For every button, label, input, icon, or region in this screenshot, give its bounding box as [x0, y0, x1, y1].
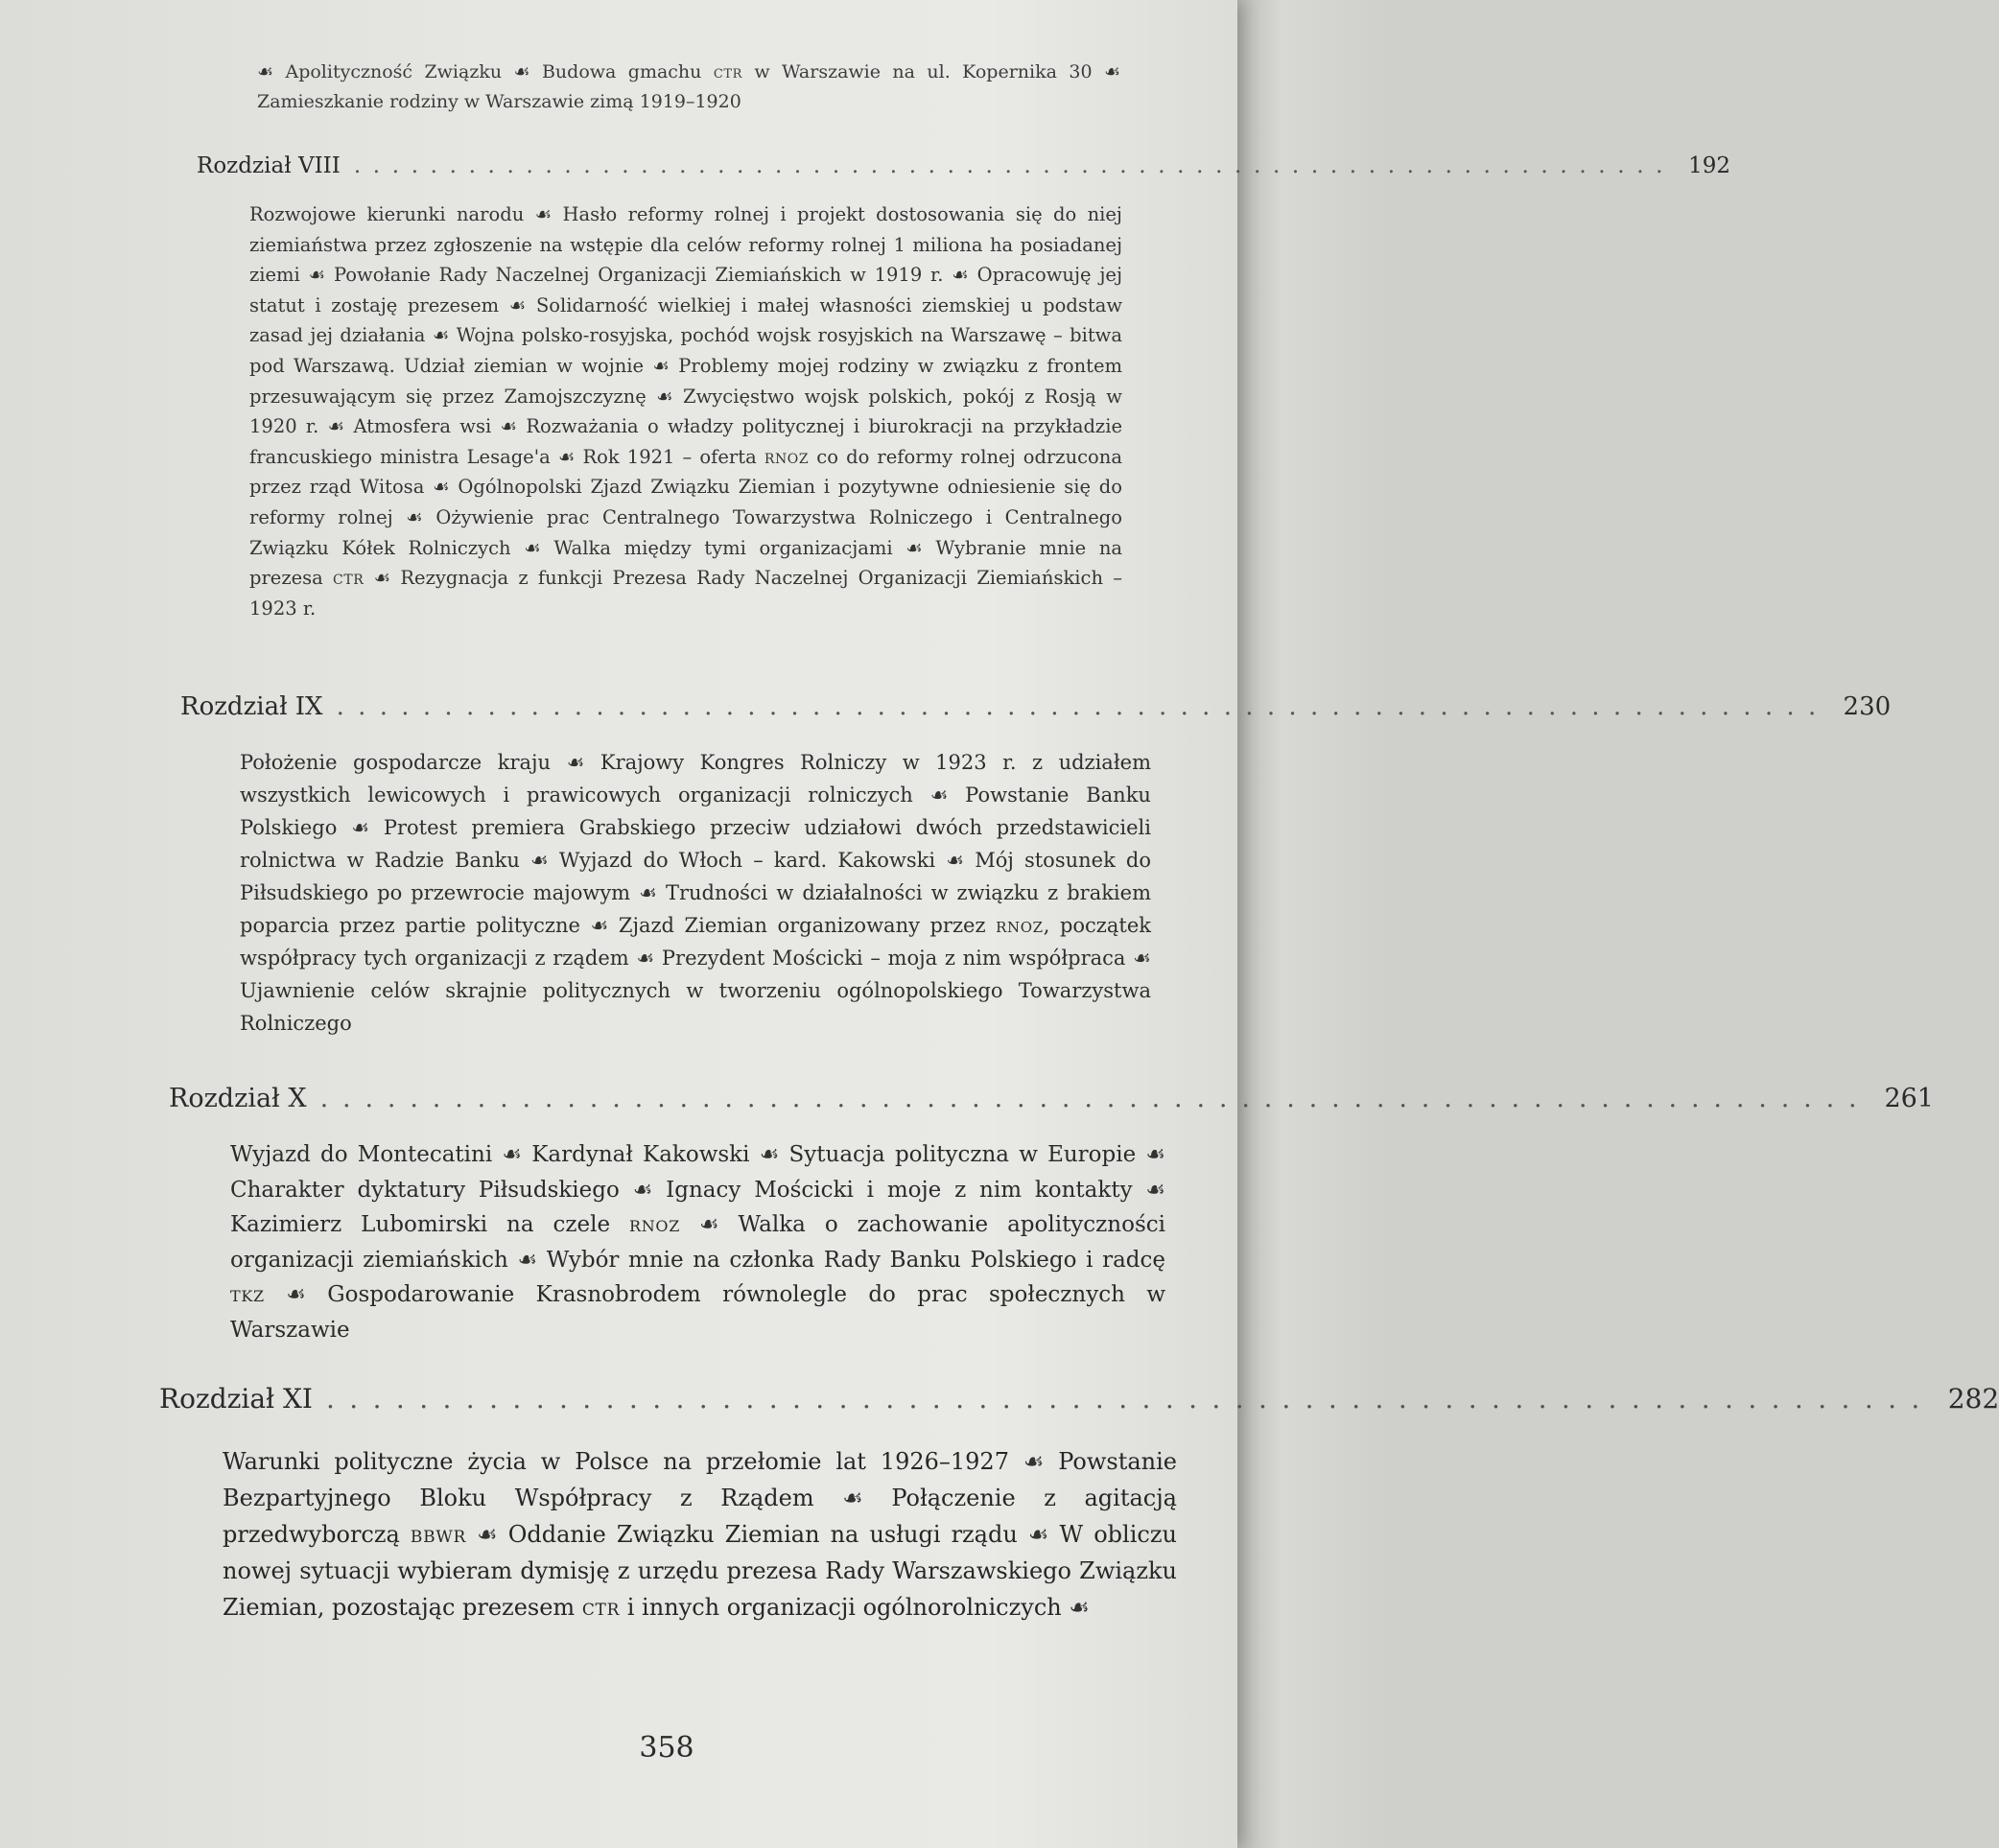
summary-item: w Warszawie na ul. Kopernika 30 — [741, 61, 1093, 82]
summary-item: Zjazd Ziemian organizowany przez rnoz, początek współpracy tych organizacji z rządem — [240, 914, 1151, 970]
ornament-icon: ☙ — [929, 784, 949, 807]
chapter-page-number: 282 — [1947, 1383, 1999, 1415]
ornament-icon: ☙ — [477, 1521, 498, 1548]
ornament-icon: ☙ — [652, 354, 670, 377]
summary-item: Rezygnacja z funkcji Prezesa Rady Naczelnej Organizacji Ziemiańskich – 1923 r. — [249, 567, 1123, 620]
summary-item: Wyjazd do Włoch – kard. Kakowski — [558, 849, 936, 872]
chapter-summary — [230, 1137, 1165, 1347]
summary-item: Powstanie Banku Polskiego — [240, 784, 1151, 839]
dot-leader: ..................................................................... — [336, 692, 1830, 721]
ornament-icon: ☙ — [636, 947, 655, 970]
ornament-icon: ☙ — [952, 264, 969, 287]
ornament-icon: ☙ — [517, 1247, 538, 1273]
chapter-vii-continuation — [257, 58, 1120, 117]
ornament-icon: ☙ — [508, 293, 527, 316]
summary-item: Oddanie Związku Ziemian na usługi rządu — [507, 1521, 1018, 1548]
summary-item: Warunki polityczne życia w Polsce na przełomie lat 1926–1927 — [223, 1448, 1009, 1475]
summary-item: Kardynał Kakowski — [531, 1142, 750, 1167]
summary-item: Ożywienie prac Centralnego Towarzystwa Rolniczego i Centralnego Związku Kółek Rolniczych — [249, 505, 1123, 559]
abbreviation: ctr — [713, 61, 742, 82]
chapter-title: Rozdział X — [169, 1084, 307, 1113]
chapter-page-number: 192 — [1688, 153, 1731, 178]
summary-item: Budowa gmachu — [541, 61, 714, 82]
ornament-icon: ☙ — [639, 881, 657, 904]
dot-leader: ..................................................................... — [353, 153, 1676, 178]
dot-leader: ..................................................................... — [326, 1383, 1935, 1415]
ornament-icon: ☙ — [1103, 61, 1121, 82]
summary-item: Walka o zachowanie apolityczności organizacji ziemiańskich — [230, 1212, 1166, 1273]
chapter-heading — [180, 692, 1892, 721]
summary-item: Położenie gospodarcze kraju — [240, 751, 552, 774]
summary-item: Powstanie Bezpartyjnego Bloku Współpracy z Rządem — [223, 1448, 1177, 1511]
summary-item: Mój stosunek do Piłsudskiego po przewrocie majowym — [240, 849, 1151, 904]
summary-item: Kazimierz Lubomirski na czele rnoz — [230, 1212, 681, 1237]
ornament-icon: ☙ — [1133, 947, 1151, 970]
summary-item: Rok 1921 – oferta rnoz co do reformy rolnej odrzucona przez rząd Witosa — [249, 445, 1122, 499]
ornament-icon: ☙ — [842, 1485, 863, 1511]
summary-item: Protest premiera Grabskiego przeciw udziałowi dwóch przedstawicieli rolnictwa w Radzie Banku — [240, 816, 1151, 872]
ornament-icon: ☙ — [1145, 1177, 1166, 1203]
ornament-icon: ☙ — [1145, 1142, 1166, 1167]
ornament-icon: ☙ — [524, 536, 541, 559]
ornament-icon: ☙ — [500, 415, 517, 438]
summary-item: Problemy mojej rodziny w związku z frontem przesuwającym się przez Zamojszczyznę — [249, 354, 1122, 408]
summary-item: W obliczu nowej sytuacji wybieram dymisję z urzędu prezesa Rady Warszawskiego Związku Ziemian, pozostając prezesem ctr i innych organizacji ogólnorolniczych — [223, 1521, 1177, 1621]
summary-item: Zamieszkanie rodziny w Warszawie zimą 1919–1920 — [257, 91, 741, 112]
ornament-icon: ☙ — [590, 914, 609, 937]
summary-item: Rozwojowe kierunki narodu — [249, 203, 525, 225]
ornament-icon: ☙ — [1069, 1594, 1090, 1621]
ornament-icon: ☙ — [406, 505, 423, 528]
ornament-icon: ☙ — [566, 751, 585, 774]
summary-item: Charakter dyktatury Piłsudskiego — [230, 1177, 620, 1203]
chapter-title: Rozdział XI — [159, 1383, 313, 1415]
summary-item: Wyjazd do Montecatini — [230, 1142, 493, 1167]
ornament-icon: ☙ — [502, 1142, 523, 1167]
summary-item: Solidarność wielkiej i małej własności ziemskiej u podstaw zasad jej działania — [249, 293, 1123, 347]
summary-item: Trudności w działalności w związku z brakiem poparcia przez partie polityczne — [240, 881, 1151, 937]
ornament-icon: ☙ — [432, 324, 450, 347]
chapter-heading — [197, 153, 1731, 178]
summary-item: Ogólnopolski Zjazd Związku Ziemian i pozytywne odniesienie się do reformy rolnej — [249, 476, 1123, 528]
ornament-icon: ☙ — [529, 849, 549, 872]
ornament-icon: ☙ — [373, 567, 391, 590]
ornament-icon: ☙ — [632, 1177, 653, 1203]
summary-item: Sytuacja polityczna w Europie — [788, 1142, 1137, 1167]
ornament-icon: ☙ — [286, 1282, 306, 1307]
ornament-icon: ☙ — [433, 476, 450, 499]
page-edge — [1237, 0, 1386, 1848]
summary-item: Apolityczność Związku — [285, 61, 503, 82]
chapter-title: Rozdział IX — [180, 692, 323, 721]
summary-item: Hasło reformy rolnej i projekt dostosowania się do niej ziemiaństwa przez zgłoszenie na wstępie dla celów reformy rolnej 1 miliona ha posiadanej ziemi — [249, 203, 1122, 287]
chapter-title: Rozdział VIII — [197, 153, 341, 178]
ornament-icon: ☙ — [308, 264, 326, 287]
summary-item: Wybranie mnie na prezesa ctr — [249, 536, 1123, 590]
ornament-icon: ☙ — [513, 61, 530, 82]
summary-item: Wybór mnie na członka Rady Banku Polskiego i radcę tkz — [230, 1247, 1166, 1307]
summary-item: Atmosfera wsi — [353, 415, 492, 438]
summary-item: Ujawnienie celów skrajnie politycznych w tworzeniu ogólnopolskiego Towarzystwa Rolniczego — [240, 979, 1151, 1035]
ornament-icon: ☙ — [327, 415, 345, 438]
summary-item: Połączenie z agitacją przedwyborczą bbwr — [223, 1485, 1177, 1548]
summary-item: Ignacy Mościcki i moje z nim kontakty — [666, 1177, 1133, 1203]
chapter-heading — [169, 1084, 1934, 1113]
chapter-summary — [249, 199, 1122, 623]
ornament-icon: ☙ — [257, 61, 274, 82]
chapter-summary — [223, 1443, 1177, 1626]
chapter-page-number: 261 — [1884, 1084, 1934, 1113]
summary-item: Rozważania o władzy politycznej i biurokracji na przykładzie francuskiego ministra Lesage'a — [249, 415, 1122, 468]
page-number: 358 — [639, 1731, 694, 1765]
ornament-icon: ☙ — [1027, 1521, 1049, 1548]
summary-item: Prezydent Mościcki – moja z nim współpraca — [661, 947, 1126, 970]
chapter-page-number: 230 — [1843, 692, 1892, 721]
ornament-icon: ☙ — [1023, 1448, 1045, 1475]
ornament-icon: ☙ — [351, 816, 370, 839]
summary-item: Krajowy Kongres Rolniczy w 1923 r. z udziałem wszystkich lewicowych i prawicowych organizacji rolniczych — [240, 751, 1151, 807]
ornament-icon: ☙ — [946, 849, 965, 872]
dot-leader: ..................................................................... — [319, 1084, 1871, 1113]
summary-item: Powołanie Rady Naczelnej Organizacji Ziemiańskich w 1919 r. — [333, 264, 944, 287]
ornament-icon: ☙ — [557, 445, 576, 468]
ornament-icon: ☙ — [759, 1142, 780, 1167]
summary-item: Zwycięstwo wojsk polskich, pokój z Rosją w 1920 r. — [249, 385, 1122, 438]
summary-item: Opracowuję jej statut i zostaję prezesem — [249, 264, 1123, 316]
summary-item: Walka między tymi organizacjami — [553, 536, 893, 559]
ornament-icon: ☙ — [698, 1212, 719, 1237]
summary-item: Wojna polsko-rosyjska, pochód wojsk rosyjskich na Warszawę – bitwa pod Warszawą. Udział ziemian w wojnie — [249, 324, 1122, 377]
chapter-heading — [159, 1383, 1999, 1415]
summary-item: Gospodarowanie Krasnobrodem równolegle do prac społecznych w Warszawie — [230, 1282, 1166, 1343]
ornament-icon: ☙ — [534, 203, 553, 225]
ornament-icon: ☙ — [656, 385, 673, 408]
ornament-icon: ☙ — [905, 536, 923, 559]
chapter-summary — [240, 746, 1151, 1040]
